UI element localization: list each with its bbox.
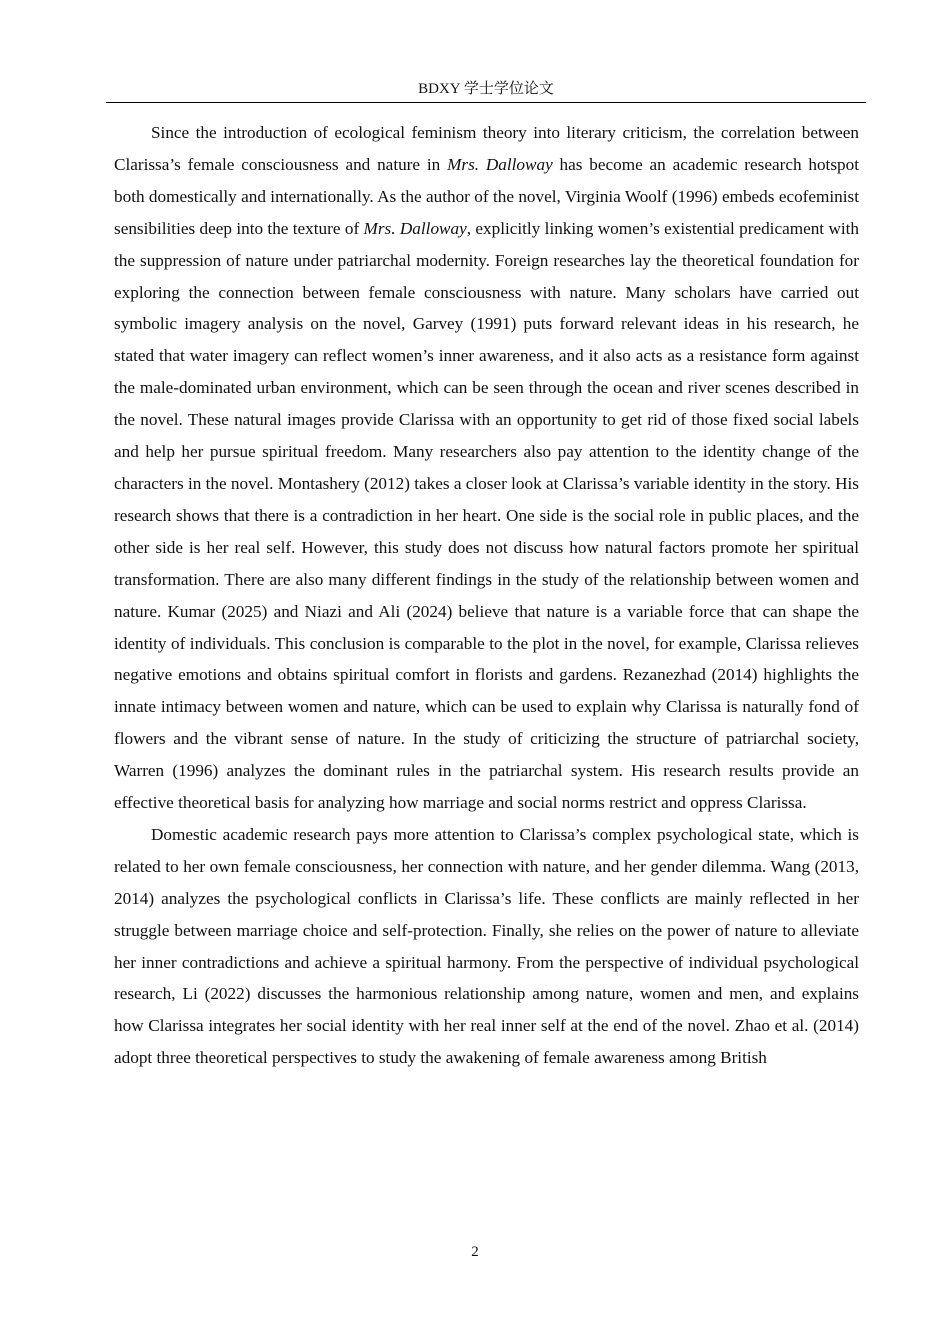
paragraph — [114, 117, 859, 819]
page-number: 2 — [471, 1244, 479, 1260]
running-header: BDXY 学士学位论文 — [418, 81, 554, 97]
body-text — [114, 117, 859, 1074]
paragraph — [114, 819, 859, 1074]
paragraph-text: has become an academic research hotspot both domestically and internationally. As the author of the novel, Virginia Woolf (1996) embeds ecofeminist sensibilities deep into the texture of — [114, 154, 859, 238]
italic-title-text: Mrs. Dalloway — [447, 154, 553, 174]
paragraph-text: , explicitly linking women’s existential predicament with the suppression of nature under patriarchal modernity. Foreign researches lay the theoretical foundation for exploring the connection between female consciousness with nature. Many scholars have carried out symbolic imagery analysis on the novel, Garvey (1991) puts forward relevant ideas in his research, he stated that water imagery can reflect women’s inner awareness, and it also acts as a resistance form against the male-dominated urban environment, which can be seen through the ocean and river scenes described in the novel. These natural images provide Clarissa with an opportunity to get rid of those fixed social labels and help her pursue spiritual freedom. Many researchers also pay attention to the identity change of the characters in the novel. Montashery (2012) takes a closer look at Clarissa’s variable identity in the story. His research shows that there is a contradiction in her heart. One side is the social role in public places, and the other side is her real self. However, this study does not discuss how natural factors promote her spiritual transformation. There are also many different findings in the study of the relationship between women and nature. Kumar (2025) and Niazi and Ali (2024) believe that nature is a variable force that can shape the identity of individuals. This conclusion is comparable to the plot in the novel, for example, Clarissa relieves negative emotions and obtains spiritual comfort in florists and gardens. Rezanezhad (2014) highlights the innate intimacy between women and nature, which can be used to explain why Clarissa is naturally fond of flowers and the vibrant sense of nature. In the study of criticizing the structure of patriarchal society, Warren (1996) analyzes the dominant rules in the patriarchal system. His research results provide an effective theoretical basis for analyzing how marriage and social norms restrict and oppress Clarissa. — [114, 218, 859, 813]
header-rule — [106, 102, 866, 103]
paragraph-text: Since the introduction of ecological feminism theory into literary criticism, the correlation between Clarissa’s female consciousness and nature in — [114, 123, 859, 174]
italic-title-text: Mrs. Dalloway — [363, 218, 467, 238]
paragraph-text: Domestic academic research pays more attention to Clarissa’s complex psychological state, which is related to her own female consciousness, her connection with nature, and her gender dilemma. Wang (2013, 2014) analyzes the psychological conflicts in Clarissa’s life. These conflicts are mainly reflected in her struggle between marriage choice and self-protection. Finally, she relies on the power of nature to alleviate her inner contradictions and achieve a spiritual harmony. From the perspective of individual psychological research, Li (2022) discusses the harmonious relationship among nature, women and men, and explains how Clarissa integrates her social identity with her real inner self at the end of the novel. Zhao et al. (2014) adopt three theoretical perspectives to study the awakening of female awareness among British — [114, 824, 859, 1068]
